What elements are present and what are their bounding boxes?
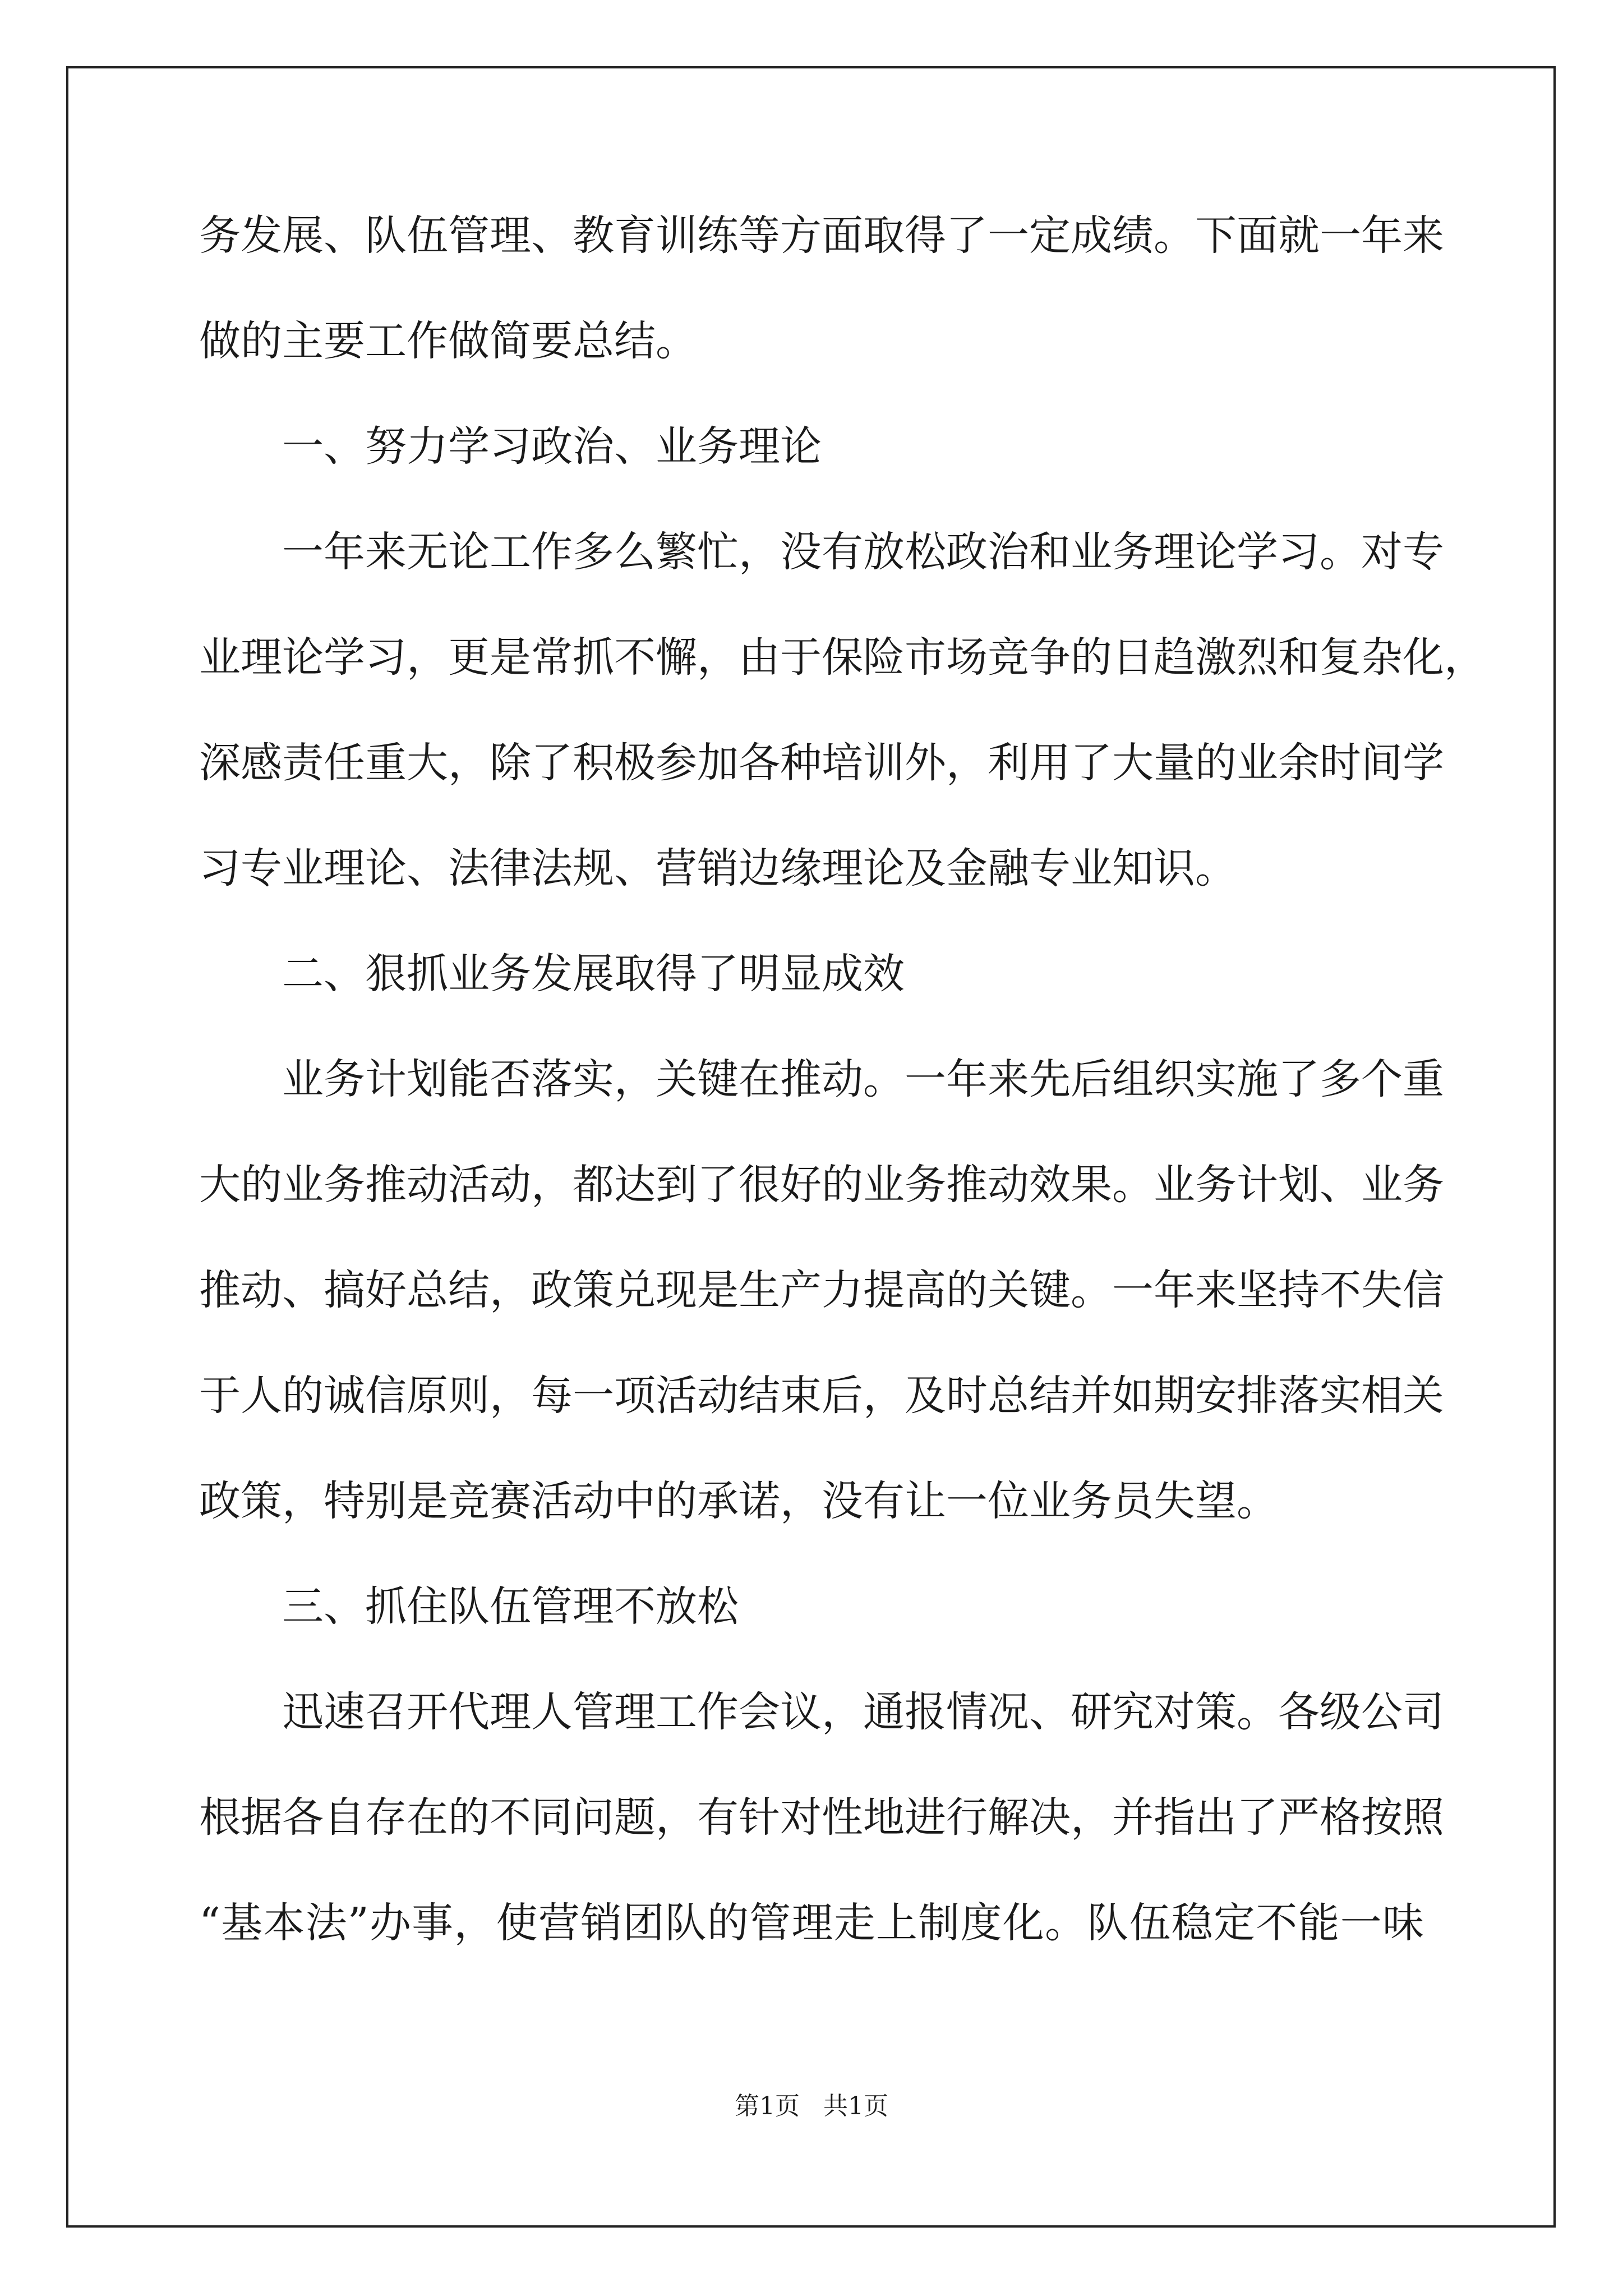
paragraph-line: 政策，特别是竞赛活动中的承诺，没有让一位业务员失望。 [199, 1477, 1278, 1525]
paragraph-line: 业务计划能否落实，关键在推动。一年来先后组织实施了多个重 [282, 1055, 1444, 1103]
paragraph-line: 一年来无论工作多么繁忙，没有放松政治和业务理论学习。对专 [282, 528, 1444, 576]
page-number-footer: 第1页 共1页 [735, 2092, 888, 2120]
paragraph-line: 做的主要工作做简要总结。 [199, 317, 697, 365]
paragraph-line: 迅速召开代理人管理工作会议，通报情况、研究对策。各级公司 [282, 1688, 1444, 1736]
section-heading: 二、狠抓业务发展取得了明显成效 [282, 950, 905, 998]
paragraph-line: 深感责任重大，除了积极参加各种培训外，利用了大量的业余时间学 [199, 739, 1444, 787]
paragraph-line: 业理论学习，更是常抓不懈，由于保险市场竞争的日趋激烈和复杂化， [199, 633, 1486, 682]
paragraph-line: 于人的诚信原则，每一项活动结束后，及时总结并如期安排落实相关 [199, 1372, 1444, 1420]
paragraph-line: 推动、搞好总结，政策兑现是生产力提高的关键。一年来坚持不失信 [199, 1266, 1444, 1314]
section-heading: 一、努力学习政治、业务理论 [282, 422, 822, 471]
paragraph-line: 习专业理论、法律法规、营销边缘理论及金融专业知识。 [199, 844, 1237, 892]
paragraph-line: “基本法”办事，使营销团队的管理走上制度化。队伍稳定不能一味 [199, 1899, 1424, 1947]
paragraph-line: 务发展、队伍管理、教育训练等方面取得了一定成绩。下面就一年来 [199, 211, 1444, 260]
paragraph-line: 根据各自存在的不同问题，有针对性地进行解决，并指出了严格按照 [199, 1793, 1444, 1842]
paragraph-line: 大的业务推动活动，都达到了很好的业务推动效果。业务计划、业务 [199, 1161, 1444, 1209]
section-heading: 三、抓住队伍管理不放松 [282, 1582, 739, 1631]
